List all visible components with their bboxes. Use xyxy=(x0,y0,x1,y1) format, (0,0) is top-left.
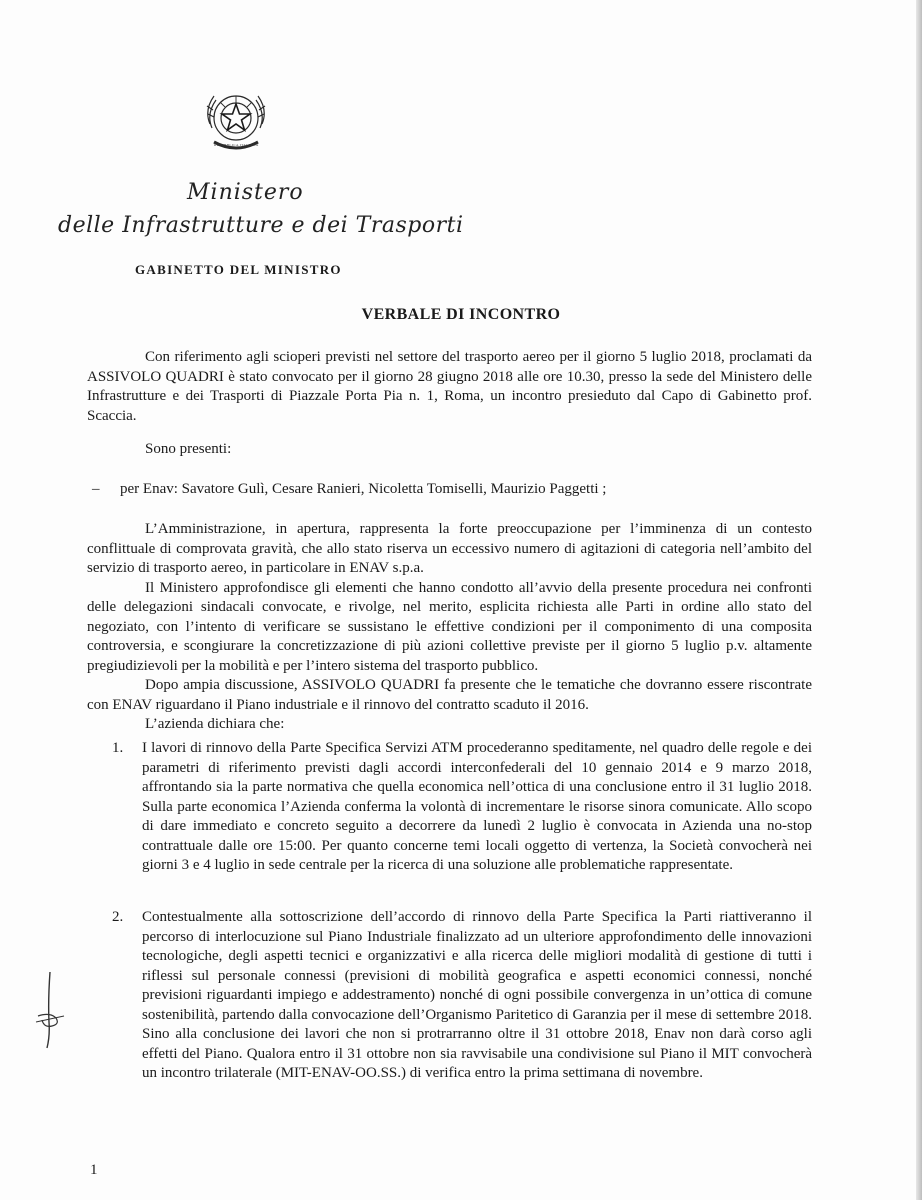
present-label: Sono presenti: xyxy=(145,441,232,457)
body-paragraphs xyxy=(87,520,812,735)
numbered-item-1 xyxy=(112,739,812,876)
intro-paragraph xyxy=(87,348,812,426)
paragraph-4: L’azienda dichiara che: xyxy=(145,716,285,732)
present-list-item xyxy=(92,480,812,500)
page-number: 1 xyxy=(90,1162,98,1178)
paragraph-3: Dopo ampia discussione, ASSIVOLO QUADRI fa presente che le tematiche che dovranno essere riscontrate con ENAV riguardano il Piano industriale e il rinnovo del contratto scaduto il 2016. xyxy=(87,677,812,713)
ministry-name-line1: Ministero xyxy=(187,180,304,205)
present-item-text: per Enav: Savatore Gulì, Cesare Ranieri, Nicoletta Tomiselli, Maurizio Paggetti ; xyxy=(120,481,607,497)
numbered-item-2 xyxy=(112,908,812,1084)
intro-text: Con riferimento agli scioperi previsti nel settore del trasporto aereo per il giorno 5 luglio 2018, proclamati da ASSIVOLO QUADRI è stato convocato per il giorno 28 giugno 2018 alle ore 10.30, presso la sede del Ministero delle Infrastrutture e dei Trasporti di Piazzale Porta Pia n. 1, Roma, un incontro presieduto dal Capo di Gabinetto prof. Scaccia. xyxy=(87,349,812,424)
item-number: 2. xyxy=(112,909,124,925)
cabinet-heading: GABINETTO DEL MINISTRO xyxy=(135,262,342,277)
present-block xyxy=(87,440,812,460)
emblem-text: REPUBBLICA ITALIANA xyxy=(214,143,259,147)
paragraph-2: Il Ministero approfondisce gli elementi che hanno condotto all’avvio della presente procedura nei confronti delle delegazioni sindacali convocate, e rivolge, nel merito, esplicita richiesta alle Parti in ordine allo stato del negoziato, con l’intento di verificare se sussistano le effettive condizioni per il componimento di una composita controversia, e scongiurare la concretizzazione di più azioni collettive previste per il giorno 5 luglio p.v. altamente pregiudizievoli per la mobilità e per l’intero sistema del trasporto pubblico. xyxy=(87,579,812,674)
margin-initials-icon xyxy=(30,970,70,1050)
item-text: Contestualmente alla sottoscrizione dell’accordo di rinnovo della Parte Specifica la Parti riattiveranno il percorso di interlocuzione sul Piano Industriale finalizzato ad un ulteriore approfondimento delle innovazioni tecnologiche, degli aspetti tecnici e organizzativi e alla ricerca delle migliori modalità di gestione di tutti i riflessi sul personale connessi (previsioni di mobilità geografica e aspetti economici connessi, nonché previsioni riguardanti impiego e addestramento) nonché di ogni possibile convergenza in un’ottica di comune sostenibilità, partendo dalla convocazione dell’Organismo Paritetico di Garanzia per il mese di settembre 2018. Sino alla conclusione dei lavori che non si protrarranno oltre il 31 ottobre 2018, Enav non darà corso agli effetti del Piano. Qualora entro il 31 ottobre non sia ravvisabile una condivisione sul Piano il MIT convocherà un incontro trilaterale (MIT-ENAV-OO.SS.) di verifica entro la prima settimana di novembre. xyxy=(142,909,812,1081)
paragraph-1: L’Amministrazione, in apertura, rappresenta la forte preoccupazione per l’imminenza di un contesto conflittuale di comprovata gravità, che allo stato riserva un eccessivo numero di agitazioni di categoria nell’ambito del servizio di trasporto aereo, in particolare in ENAV s.p.a. xyxy=(87,521,812,576)
dash-bullet: – xyxy=(92,481,100,497)
page-edge xyxy=(916,0,922,1200)
item-number: 1. xyxy=(112,740,124,756)
ministry-name-line2: delle Infrastrutture e dei Trasporti xyxy=(58,213,464,238)
item-text: I lavori di rinnovo della Parte Specifica Servizi ATM procederanno speditamente, nel quadro delle regole e dei parametri di riferimento previsti dagli accordi interconfederali del 10 gennaio 2014 e 9 marzo 2018, affrontando sia la parte normativa che quella economica nell’ottica di una conclusione entro il 31 luglio 2018. Sulla parte economica l’Azienda conferma la volontà di incrementare le risorse sinora comunicate. Allo scopo di dare immediato e concreto seguito a decorrere da lunedì 2 luglio è convocata in Azienda una no-stop contrattuale dalle ore 15:00. Per quanto concerne temi locali oggetto di vertenza, la Società convocherà nei giorni 3 e 4 luglio in sede centrale per la ricerca di una soluzione alle problematiche rappresentate. xyxy=(142,740,812,873)
document-title: VERBALE DI INCONTRO xyxy=(361,306,561,323)
